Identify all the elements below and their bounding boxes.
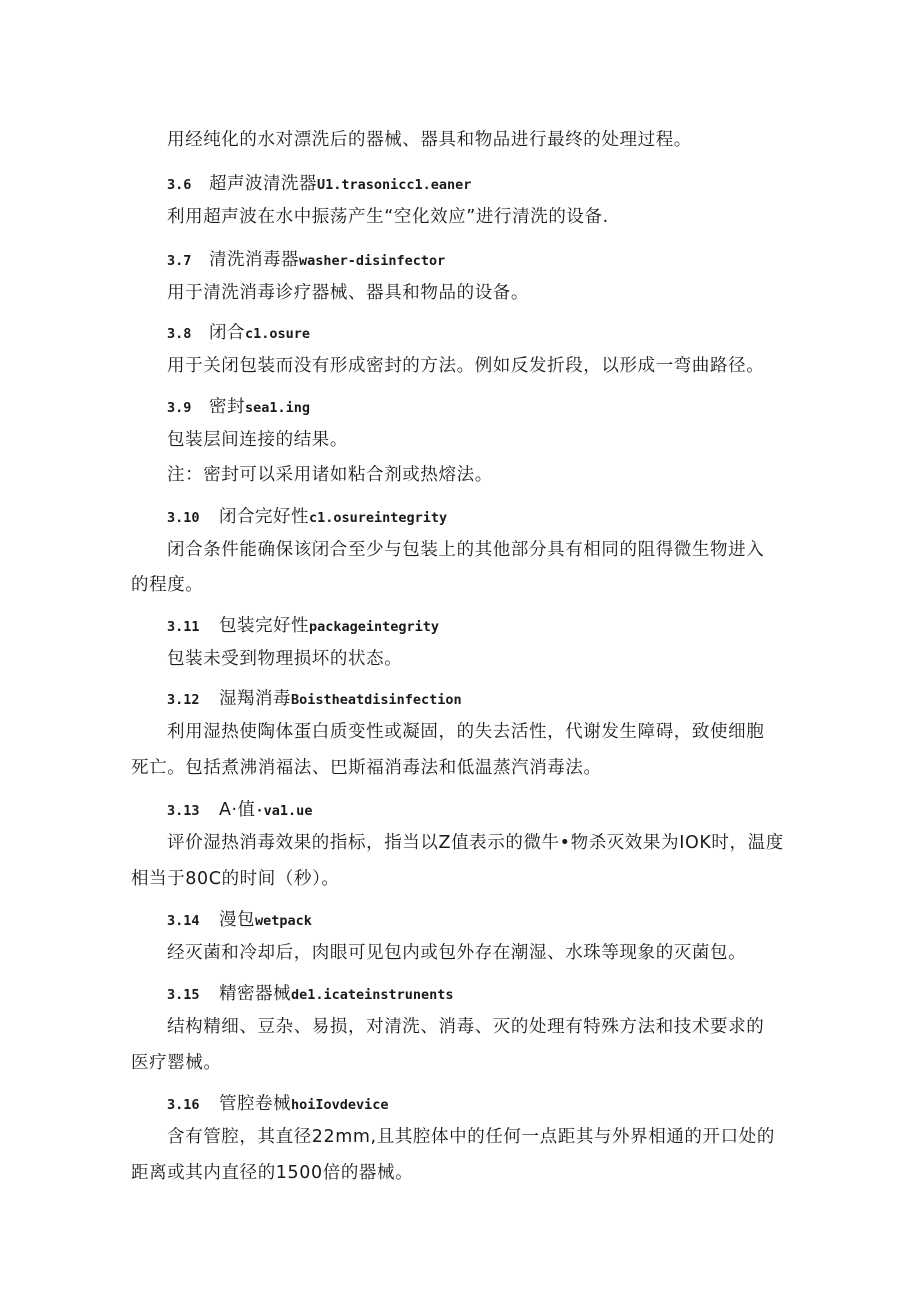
- term-definition-3-9: 包装层间连接的结果。: [167, 430, 348, 450]
- term-heading-3-7: [167, 248, 445, 273]
- term-chinese: 湿羯消毒: [219, 689, 291, 709]
- term-number: 3.13: [167, 803, 200, 819]
- term-number: 3.15: [167, 987, 200, 1003]
- term-english: washer-disinfector: [299, 253, 446, 269]
- term-heading-3-13: [167, 798, 312, 823]
- term-definition-3-14: 经灭菌和冷却后，肉眼可见包内或包外存在潮湿、水珠等现象的灭菌包。: [167, 943, 747, 963]
- term-english: ·va1.ue: [255, 803, 313, 819]
- term-definition-3-15-line-1: 结构精细、豆杂、易损，对清洗、消毒、灭的处理有特殊方法和技术要求的: [167, 1017, 765, 1037]
- term-number: 3.6: [167, 177, 192, 193]
- term-chinese: 清洗消毒器: [209, 250, 299, 270]
- term-definition-3-16-line-1: 含有管腔，其直径22mm,且其腔体中的任何一点距其与外界相通的开口处的: [167, 1127, 775, 1147]
- term-english: sea1.ing: [245, 400, 311, 416]
- term-number: 3.16: [167, 1097, 200, 1113]
- term-definition-3-10-line-1: 闭合条件能确保该闭合至少与包装上的其他部分具有相同的阻得微生物进入: [167, 540, 765, 560]
- intro-paragraph: 用经纯化的水对漂洗后的器械、器具和物品进行最终的处理过程。: [167, 130, 692, 150]
- term-definition-3-12-line-2: 死亡。包括煮沸消福法、巴斯福消毒法和低温蒸汽消毒法。: [131, 758, 602, 778]
- term-english: de1.icateinstrunents: [291, 987, 454, 1003]
- term-heading-3-6: [167, 172, 471, 197]
- term-definition-3-12-line-1: 利用湿热使陶体蛋白质变性或凝固，的失去活性，代谢发生障碍，致使细胞: [167, 722, 765, 742]
- term-definition-3-13-line-1: 评价湿热消毒效果的指标，指当以Z值表示的微牛•物杀灭效果为IOK时，温度: [167, 833, 784, 853]
- term-definition-3-7: 用于清洗消毒诊疗器械、器具和物品的设备。: [167, 283, 529, 303]
- term-definition-3-15-line-2: 医疗罂械。: [131, 1053, 222, 1073]
- term-definition-3-10-line-2: 的程度。: [131, 575, 204, 595]
- term-heading-3-12: [167, 687, 462, 712]
- term-chinese: 超声波清洗器: [209, 174, 317, 194]
- term-chinese: 包装完好性: [219, 616, 309, 636]
- term-number: 3.12: [167, 692, 200, 708]
- term-number: 3.9: [167, 400, 192, 416]
- term-english: wetpack: [255, 913, 312, 929]
- term-chinese: 闭合完好性: [219, 507, 309, 527]
- term-english: c1.osure: [245, 326, 311, 342]
- term-english: U1.trasonicc1.eaner: [317, 177, 472, 193]
- term-chinese: 密封: [209, 397, 245, 417]
- term-english: hoiIovdevice: [291, 1097, 389, 1113]
- term-heading-3-15: [167, 982, 454, 1007]
- term-number: 3.10: [167, 510, 200, 526]
- term-number: 3.7: [167, 253, 192, 269]
- term-english: Boistheatdisinfection: [291, 692, 462, 708]
- term-definition-3-16-line-2: 距离或其内直径的1500倍的器械。: [131, 1163, 414, 1183]
- term-chinese: 漫包: [219, 910, 255, 930]
- term-chinese: 闭合: [209, 323, 245, 343]
- term-number: 3.11: [167, 619, 200, 635]
- term-heading-3-9: [167, 395, 310, 420]
- term-number: 3.8: [167, 326, 192, 342]
- term-definition-3-8: 用于关闭包装而没有形成密封的方法。例如反发折段，以形成一弯曲路径。: [167, 356, 765, 376]
- term-note-3-9: 注：密封可以采用诸如粘合剂或热熔法。: [167, 465, 493, 485]
- term-definition-3-13-line-2: 相当于80C的时间（秒）。: [131, 869, 340, 889]
- term-definition-3-11: 包装未受到物理损坏的状态。: [167, 649, 403, 669]
- term-chinese: 精密器械: [219, 984, 291, 1004]
- term-heading-3-11: [167, 614, 439, 639]
- term-chinese: 管腔卷械: [219, 1094, 291, 1114]
- term-heading-3-16: [167, 1092, 389, 1117]
- term-definition-3-6: 利用超声波在水中振荡产生“空化效应”进行清洗的设备.: [167, 207, 609, 227]
- term-heading-3-14: [167, 908, 312, 933]
- term-heading-3-10: [167, 505, 447, 530]
- term-english: packageintegrity: [309, 619, 440, 635]
- term-number: 3.14: [167, 913, 200, 929]
- term-heading-3-8: [167, 321, 310, 346]
- term-english: c1.osureintegrity: [309, 510, 448, 526]
- term-chinese: A·值: [219, 800, 256, 820]
